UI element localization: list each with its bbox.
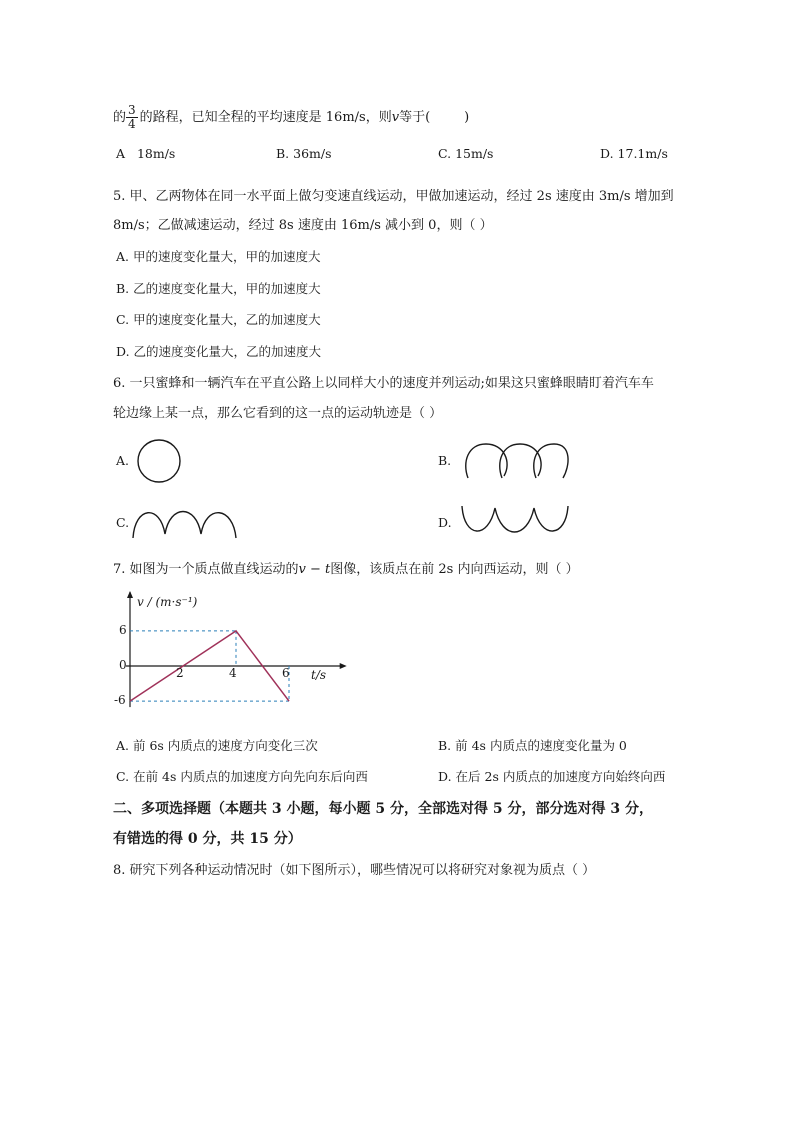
y-axis-arrow-icon xyxy=(127,591,133,598)
q7-stem-pre: 7. 如图为一个质点做直线运动的 xyxy=(113,562,299,577)
q4-stem xyxy=(113,104,469,131)
chart-y-tick-6: 6 xyxy=(119,623,127,637)
inverted-arches-icon xyxy=(458,502,574,542)
q6-stem-line2: 轮边缘上某一点，那么它看到的这一点的运动轨迹是（ ） xyxy=(113,406,443,421)
q5-stem-line1: 5. 甲、乙两物体在同一水平面上做匀变速直线运动，甲做加速运动，经过 2s 速度由 3m/s 增加到 xyxy=(113,189,674,204)
chart-x-tick-6: 6 xyxy=(282,666,290,680)
q7-stem-post: 图像，该质点在前 2s 内向西运动，则（ ） xyxy=(330,562,579,577)
q4-end: 等于( xyxy=(399,110,431,125)
option-value: 36m/s xyxy=(293,146,332,161)
q6-option-c-label: C. xyxy=(116,515,130,530)
fraction-numerator: 3 xyxy=(128,103,136,117)
q6-stem-line1: 6. 一只蜜蜂和一辆汽车在平直公路上以同样大小的速度并列运动;如果这只蜜蜂眼睛盯着汽车车 xyxy=(113,376,654,391)
q5-option-d: D. 乙的速度变化量大，乙的加速度大 xyxy=(116,344,322,359)
q7-option-a: A. 前 6s 内质点的速度方向变化三次 xyxy=(116,738,318,753)
q4-prefix: 的 xyxy=(113,110,127,125)
section-heading-line1: 二、多项选择题（本题共 3 小题，每小题 5 分，全部选对得 5 分，部分选对得 3 分， xyxy=(113,801,653,817)
q4-option-c xyxy=(438,145,493,163)
q4-variable: v xyxy=(391,110,400,125)
q7-option-b: B. 前 4s 内质点的速度变化量为 0 xyxy=(438,738,627,753)
q8-stem: 8. 研究下列各种运动情况时（如下图所示），哪些情况可以将研究对象视为质点（ ） xyxy=(113,863,596,878)
q7-stem xyxy=(113,560,579,580)
chart-x-axis-label: t/s xyxy=(311,668,327,682)
q6-option-d-label: D. xyxy=(438,515,452,530)
option-label: C. xyxy=(438,146,452,161)
option-value: 18m/s xyxy=(136,146,176,161)
q6-option-b-label: B. xyxy=(438,453,452,468)
option-label: A xyxy=(116,146,126,161)
q7-option-c: C. 在前 4s 内质点的加速度方向先向东后向西 xyxy=(116,769,368,784)
option-value: 17.1m/s xyxy=(617,146,668,161)
q5-stem-line2: 8m/s；乙做减速运动，经过 8s 速度由 16m/s 减小到 0，则（ ） xyxy=(113,218,493,233)
chart-y-axis-label: v / (m·s⁻¹) xyxy=(137,595,198,609)
q6-option-a-label: A. xyxy=(116,453,130,468)
q5-option-c: C. 甲的速度变化量大，乙的加速度大 xyxy=(116,312,321,327)
q5-option-b: B. 乙的速度变化量大，甲的加速度大 xyxy=(116,281,321,296)
cycloid-arches-icon xyxy=(130,498,242,540)
option-label: D. xyxy=(600,146,614,161)
chart-x-tick-2: 2 xyxy=(176,666,184,680)
circle-trajectory-icon xyxy=(136,438,184,486)
x-axis-arrow-icon xyxy=(340,663,347,669)
fraction-denominator: 4 xyxy=(128,117,136,131)
fraction xyxy=(126,104,138,131)
q4-option-a xyxy=(116,145,175,163)
q7-stem-math: v − t xyxy=(298,562,331,577)
chart-x-tick-4: 4 xyxy=(229,666,237,680)
section-heading-line2: 有错选的得 0 分，共 15 分） xyxy=(113,831,302,847)
q4-close-paren: ) xyxy=(464,110,470,125)
chart-y-tick-0: 0 xyxy=(119,658,127,672)
option-label: B. xyxy=(276,146,290,161)
chart-y-tick-neg6: -6 xyxy=(114,693,126,707)
q4-option-d xyxy=(600,145,668,163)
looping-trajectory-icon xyxy=(460,440,572,482)
option-value: 15m/s xyxy=(455,146,494,161)
q4-option-b xyxy=(276,145,332,163)
q5-option-a: A. 甲的速度变化量大，甲的加速度大 xyxy=(116,249,321,264)
q7-option-d: D. 在后 2s 内质点的加速度方向始终向西 xyxy=(438,769,666,784)
q4-text: 的路程，已知全程的平均速度是 16m/s，则 xyxy=(139,110,392,125)
